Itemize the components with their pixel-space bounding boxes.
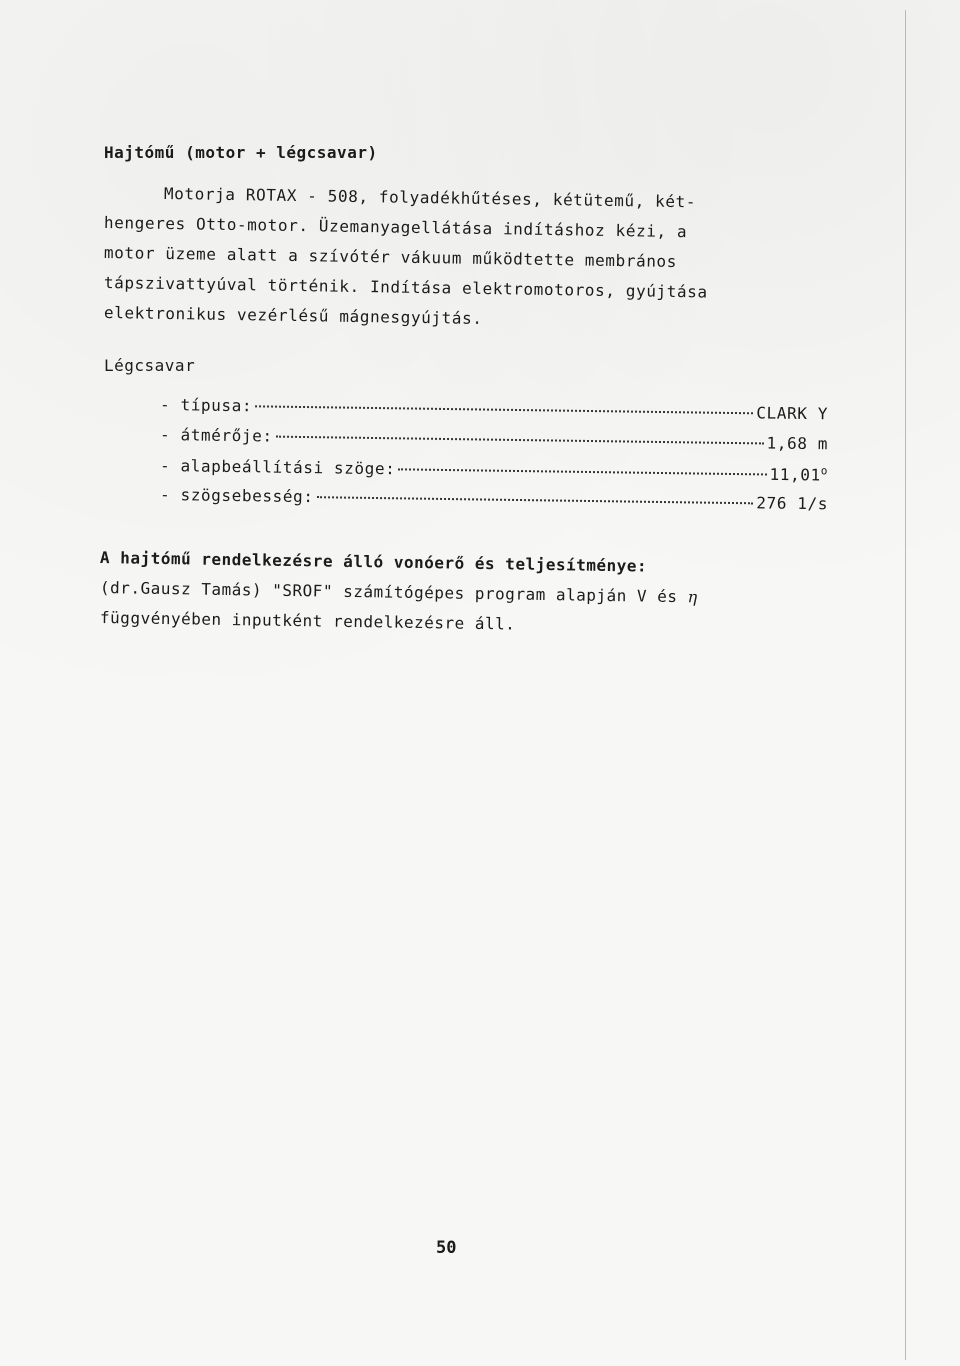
paragraph-line: motor üzeme alatt a szívótér vákuum működtette membrános	[103, 243, 678, 271]
page-edge-line	[905, 10, 906, 1360]
spec-value: 1,68 m	[766, 433, 829, 454]
engine-paragraph	[104, 178, 834, 328]
propeller-heading: Légcsavar	[104, 356, 196, 375]
paragraph-line: függvényében inputként rendelkezésre áll.	[99, 608, 516, 634]
page-number: 50	[436, 1238, 457, 1258]
paragraph-line: hengeres Otto-motor. Üzemanyagellátása indításhoz kézi, a	[103, 213, 688, 242]
paragraph-text: (dr.Gausz Tamás) "SROF" számítógépes program alapján V és	[99, 578, 688, 607]
paragraph-line: elektronikus vezérlésű mágnesgyújtás.	[103, 303, 483, 328]
spec-label: - átmérője:	[159, 425, 273, 446]
degree-mark: o	[820, 464, 829, 478]
dot-leader	[276, 436, 764, 445]
spec-value	[769, 464, 828, 485]
spec-value: 276 1/s	[756, 493, 829, 514]
spec-label: - alapbeállítási szöge:	[159, 456, 396, 479]
paragraph-line: tápszivattyúval történik. Indítása elektromotoros, gyújtása	[103, 273, 708, 302]
eta-symbol: η	[687, 587, 698, 607]
dot-leader	[317, 496, 754, 504]
paragraph-line: Motorja ROTAX - 508, folyadékhűtéses, kétütemű, két-	[163, 183, 697, 212]
dot-leader	[255, 405, 753, 414]
section-heading: Hajtómű (motor + légcsavar)	[104, 143, 378, 162]
thrust-paragraph	[100, 543, 840, 633]
paragraph-line: A hajtómű rendelkezésre álló vonóerő és teljesítménye:	[99, 548, 648, 576]
spec-value: CLARK Y	[756, 403, 829, 424]
dot-leader	[398, 469, 766, 476]
spec-value-number: 11,01	[769, 464, 821, 485]
spec-label: - típusa:	[159, 395, 253, 416]
propeller-spec-list	[160, 395, 828, 515]
spec-label: - szögsebesség:	[159, 485, 314, 507]
